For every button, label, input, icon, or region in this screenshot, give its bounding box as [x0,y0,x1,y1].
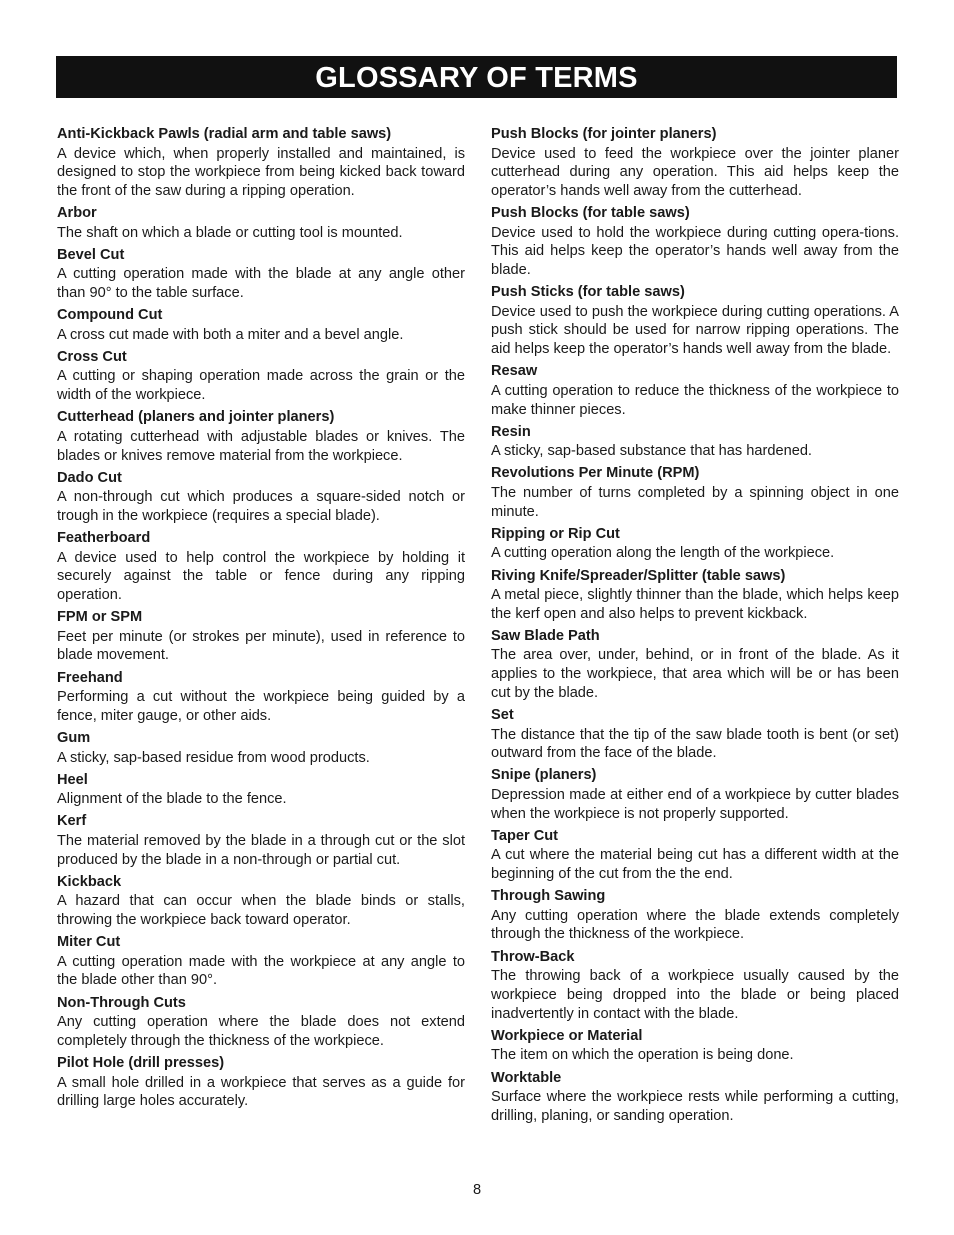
glossary-entry [57,608,465,665]
glossary-term: Compound Cut [57,307,163,324]
glossary-definition: A cut where the material being cut has a different width at the beginning of the cut from the the end. [491,847,899,883]
glossary-entry [491,283,899,359]
glossary-entry [491,567,899,624]
glossary-entry [491,627,899,703]
glossary-entry [491,1069,899,1126]
glossary-entry [57,771,465,809]
glossary-term: Freehand [57,669,123,686]
glossary-term: Pilot Hole (drill presses) [57,1055,225,1072]
glossary-definition: A rotating cutterhead with adjustable blades or knives. The blades or knives remove material from the workpiece. [57,428,465,464]
glossary-definition: A sticky, sap-based substance that has hardened. [491,443,812,460]
glossary-definition: Depression made at either end of a workpiece by cutter blades when the workpiece is not properly supported. [491,786,899,822]
glossary-definition: A non-through cut which produces a square-sided notch or trough in the workpiece (requires a special blade). [57,489,465,524]
glossary-definition: A cutting operation to reduce the thickness of the workpiece to make thinner pieces. [491,382,899,418]
glossary-definition: A cutting operation made with the workpiece at any angle to the blade other than 90°. [57,953,465,989]
glossary-term: FPM or SPM [57,609,143,626]
glossary-entry [57,408,465,465]
glossary-entry [57,246,465,303]
glossary-entry [491,125,899,201]
glossary-definition: A hazard that can occur when the blade binds or stalls, throwing the workpiece back toward operator. [57,893,465,929]
glossary-term: Through Sawing [491,888,606,905]
glossary-term: Arbor [57,205,97,222]
glossary-term: Ripping or Rip Cut [491,525,620,542]
glossary-definition: The item on which the operation is being done. [491,1047,794,1064]
page-number: 8 [472,1182,482,1198]
glossary-entry [491,1027,899,1065]
glossary-definition: A cutting operation along the length of the workpiece. [491,545,835,562]
glossary-definition: A device used to help control the workpiece by holding it securely against the table or fence during any ripping operation. [57,549,465,604]
glossary-entry [57,125,465,201]
glossary-term: Miter Cut [57,934,121,951]
glossary-term: Resaw [491,363,538,380]
glossary-term: Dado Cut [57,469,122,486]
glossary-definition: A cutting or shaping operation made across the grain or the width of the workpiece. [57,368,465,404]
glossary-entry [57,348,465,405]
glossary-term: Workpiece or Material [491,1027,643,1044]
glossary-term: Taper Cut [491,827,559,844]
glossary-term: Worktable [491,1069,562,1086]
glossary-definition: The shaft on which a blade or cutting tool is mounted. [57,224,403,241]
glossary-entry [57,669,465,726]
glossary-term: Set [491,707,514,724]
glossary-definition: Surface where the workpiece rests while performing a cutting, drilling, planing, or sanding operation. [491,1089,899,1124]
glossary-definition: The distance that the tip of the saw blade tooth is bent (or set) outward from the face of the blade. [491,726,899,762]
glossary-term: Saw Blade Path [491,627,600,644]
glossary-term: Push Blocks (for table saws) [491,205,690,222]
glossary-definition: Device used to hold the workpiece during cutting opera-tions. This aid helps keep the operator’s hands well away from the blade. [491,224,899,279]
glossary-definition: The number of turns completed by a spinning object in one minute. [491,484,899,520]
glossary-term: Cutterhead (planers and jointer planers) [57,409,335,426]
glossary-entry [57,204,465,242]
glossary-entry [491,827,899,884]
glossary-term: Resin [491,423,531,440]
glossary-entry [491,706,899,763]
glossary-term: Kerf [57,813,87,830]
glossary-entry [491,766,899,823]
glossary-entry [57,873,465,930]
glossary-definition: A small hole drilled in a workpiece that serves as a guide for drilling large holes accurately. [57,1074,465,1110]
page-title: GLOSSARY OF TERMS [56,56,897,98]
glossary-entry [57,812,465,869]
glossary-definition: Device used to feed the workpiece over the jointer planer cutterhead during any operation. This aid helps keep the operator’s hands well away from the cutterhead. [491,145,899,199]
glossary-term: Gum [57,730,91,747]
glossary-term: Revolutions Per Minute (RPM) [491,465,700,482]
glossary-definition: A device which, when properly installed and maintained, is designed to stop the workpiece from being kicked back toward the front of the saw during a ripping operation. [57,145,465,199]
glossary-term: Riving Knife/Spreader/Splitter (table saws) [491,567,786,584]
glossary-definition: Any cutting operation where the blade extends completely through the thickness of the workpiece. [491,907,899,943]
glossary-entry [57,306,465,344]
glossary-term: Throw-Back [491,948,575,965]
glossary-entry [491,464,899,521]
glossary-definition: A metal piece, slightly thinner than the blade, which helps keep the kerf open and also helps to prevent kickback. [491,587,899,622]
glossary-term: Anti-Kickback Pawls (radial arm and table saws) [57,126,392,142]
glossary-definition: Device used to push the workpiece during cutting operations. A push stick should be used for narrow ripping operations. The aid helps keep the operator’s hands well away from the blade. [491,303,899,358]
glossary-definition: Any cutting operation where the blade does not extend completely through the thickness of the workpiece. [57,1014,465,1049]
glossary-term: Push Sticks (for table saws) [491,284,685,301]
glossary-term: Heel [57,771,88,788]
glossary-term: Push Blocks (for jointer planers) [491,126,717,142]
glossary-entry [491,948,899,1024]
glossary-entry [491,204,899,280]
glossary-definition: Alignment of the blade to the fence. [57,791,287,808]
glossary-term: Cross Cut [57,348,127,365]
glossary-term: Kickback [57,873,122,890]
glossary-entry [491,362,899,419]
glossary-entry [57,933,465,990]
glossary-term: Bevel Cut [57,246,125,263]
glossary-definition: Performing a cut without the workpiece being guided by a fence, miter gauge, or other aids. [57,689,465,724]
glossary-definition: A cross cut made with both a miter and a bevel angle. [57,326,404,343]
glossary-term: Snipe (planers) [491,767,597,784]
glossary-entry [491,525,899,563]
glossary-definition: A cutting operation made with the blade at any angle other than 90° to the table surface. [57,266,465,302]
glossary-entry [57,994,465,1051]
glossary-left-column [57,125,465,1115]
glossary-definition: The material removed by the blade in a through cut or the slot produced by the blade in a non-through or partial cut. [57,832,465,868]
glossary-entry [57,1054,465,1111]
glossary-entry [57,729,465,767]
glossary-entry [491,423,899,461]
glossary-entry [57,529,465,605]
glossary-definition: The area over, under, behind, or in front of the blade. As it applies to the workpiece, that area which will be or has been cut by the blade. [491,647,899,701]
glossary-entry [491,887,899,944]
glossary-definition: A sticky, sap-based residue from wood products. [57,749,370,766]
glossary-definition: Feet per minute (or strokes per minute), used in reference to blade movement. [57,628,465,664]
glossary-definition: The throwing back of a workpiece usually caused by the workpiece being dropped into the blade or being placed inadvertently in contact with the blade. [491,968,899,1022]
glossary-right-column [491,125,899,1129]
glossary-entry [57,469,465,526]
glossary-term: Featherboard [57,530,151,547]
glossary-term: Non-Through Cuts [57,994,186,1011]
